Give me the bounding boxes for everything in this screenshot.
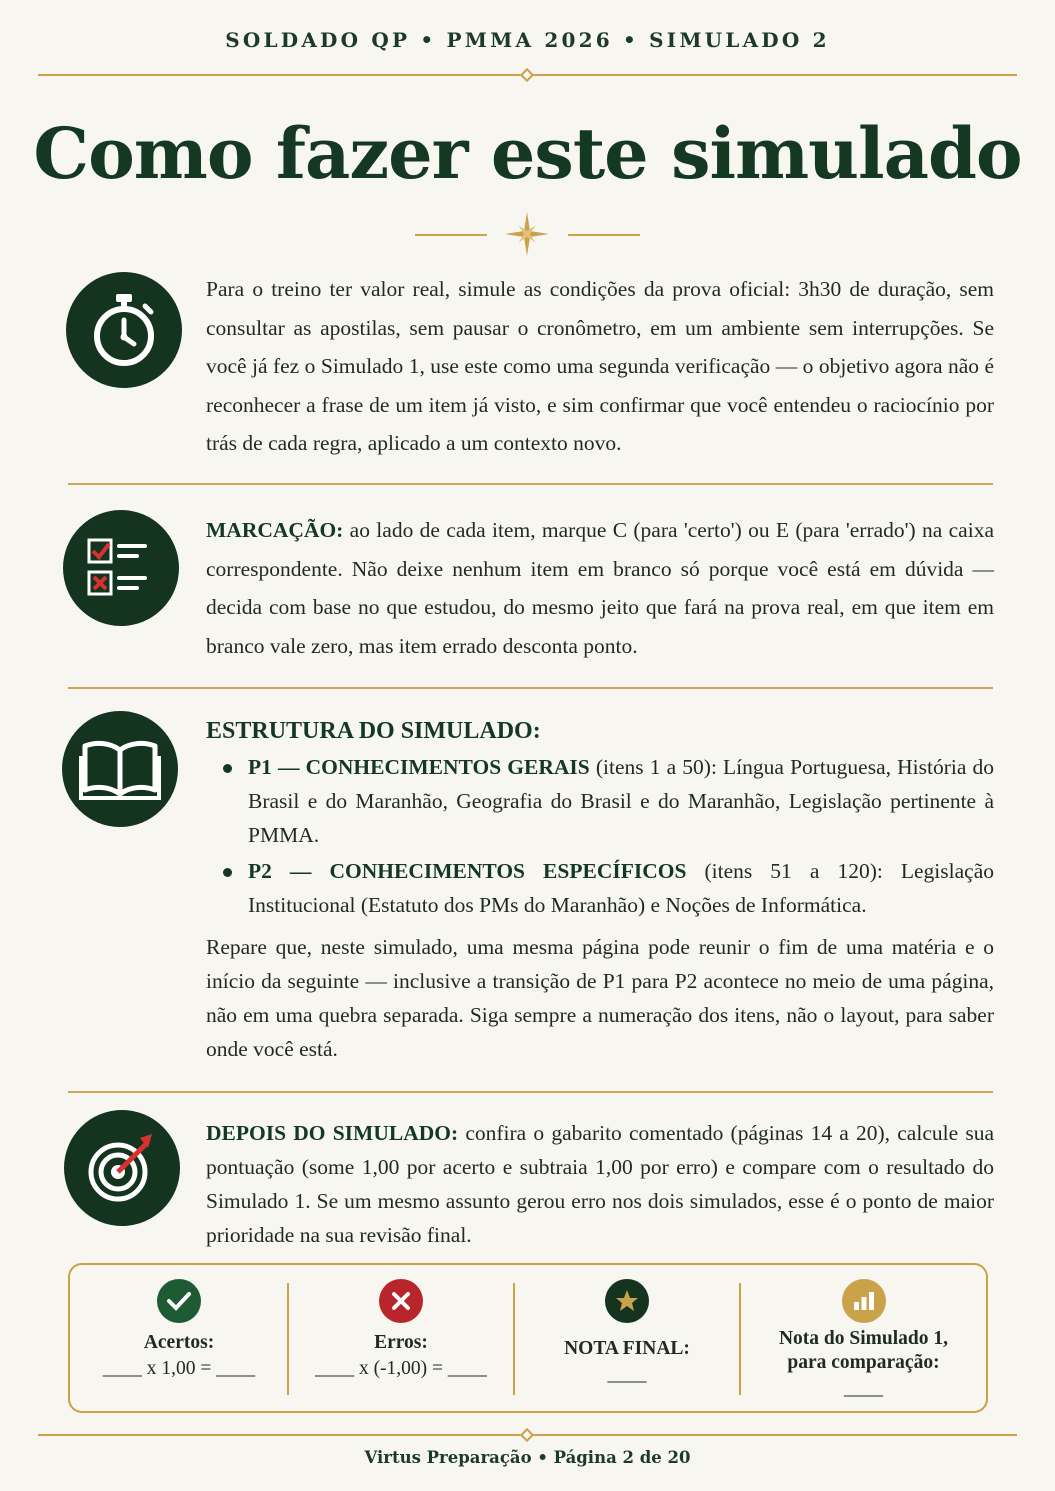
correct-formula: ____ x 1,00 = ____ [102, 1358, 256, 1379]
ornament-line-left [415, 234, 487, 236]
after-heading: DEPOIS DO SIMULADO: [206, 1121, 459, 1145]
checklist-icon [63, 510, 179, 626]
section-divider-2 [68, 687, 993, 689]
series-header: SOLDADO QP • PMMA 2026 • SIMULADO 2 [225, 28, 830, 52]
intro-paragraph: Para o treino ter valor real, simule as condições da prova oficial: 3h30 de duração, sem consultar as apostilas, sem pausar o cronômetro, em um ambiente sem interrupções. Se você já fez o Simulado 1, use este como uma segunda verificação — o objetivo agora não é reconhecer a frase de um item já visto, e sim confirmar que você entendeu o raciocínio por trás de cada regra, aplicado a um contexto novo. [206, 277, 994, 455]
x-circle-icon [379, 1279, 423, 1323]
wrong-formula: ____ x (-1,00) = ____ [315, 1358, 487, 1379]
p2-text: (itens 51 a 120): Legislação Institucional (Estatuto dos PMs do Maranhão) e Noções de Informática. [248, 859, 995, 917]
page-title: Como fazer este simulado [33, 112, 1022, 195]
ornament-line-right [568, 234, 640, 236]
after-paragraph [206, 1116, 994, 1252]
structure-heading: ESTRUTURA DO SIMULADO: [206, 718, 541, 744]
open-book-icon [62, 711, 178, 827]
p1-label: P1 — CONHECIMENTOS GERAIS [248, 755, 590, 779]
marking-text: ao lado de cada item, marque C (para 'certo') ou E (para 'errado') na caixa correspondente. Não deixe nenhum item em branco só porque você está em dúvida — decida com base no que estudou, do mesmo jeito que fará na prova real, em que item em branco vale zero, mas item errado desconta ponto. [206, 518, 994, 658]
score-wrong [289, 1265, 513, 1411]
wrong-label: Erros: [374, 1332, 428, 1353]
score-compare [741, 1265, 986, 1411]
after-text: confira o gabarito comentado (páginas 14 a 20), calcule sua pontuação (some 1,00 por acerto e subtraia 1,00 por erro) e compare com o resultado do Simulado 1. Se um mesmo assunto gerou erro nos dois simulados, esse é o ponto de maior prioridade na sua revisão final. [206, 1121, 994, 1247]
page-footer: Virtus Preparação • Página 2 de 20 [364, 1448, 691, 1467]
score-box [68, 1263, 988, 1413]
correct-label: Acertos: [143, 1332, 215, 1353]
compass-star-icon [503, 210, 551, 258]
structure-note: Repare que, neste simulado, uma mesma página pode reunir o fim de uma matéria e o início da seguinte — inclusive a transição de P1 para P2 acontece no meio de uma página, não em uma quebra separada. Siga sempre a numeração dos itens, não o layout, para saber onde você está. [206, 935, 994, 1061]
score-final [515, 1265, 739, 1411]
target-icon [64, 1110, 180, 1226]
bottom-rule-diamond [520, 1428, 534, 1442]
structure-list [206, 750, 994, 922]
list-item [206, 854, 994, 922]
final-formula: ____ [607, 1364, 647, 1385]
p1-text: (itens 1 a 50): Língua Portuguesa, História do Brasil e do Maranhão, Geografia do Brasil e do Maranhão, Legislação pertinente à PMMA. [248, 755, 994, 847]
section-divider-1 [68, 483, 993, 485]
check-circle-icon [157, 1279, 201, 1323]
structure-block [206, 712, 994, 1066]
marking-paragraph [206, 511, 994, 665]
compare-formula: ____ [844, 1378, 883, 1399]
compare-label-2: para comparação: [787, 1352, 940, 1373]
score-correct [70, 1265, 288, 1411]
bar-chart-icon [842, 1279, 886, 1323]
marking-heading: MARCAÇÃO: [206, 518, 344, 542]
section-divider-3 [68, 1091, 993, 1093]
stopwatch-icon [66, 272, 182, 388]
list-item [206, 750, 994, 852]
p2-label: P2 — CONHECIMENTOS ESPECÍFICOS [248, 859, 687, 883]
final-label: NOTA FINAL: [564, 1338, 690, 1359]
top-rule-diamond [520, 68, 534, 82]
compare-label-1: Nota do Simulado 1, [778, 1328, 949, 1349]
star-circle-icon [605, 1279, 649, 1323]
